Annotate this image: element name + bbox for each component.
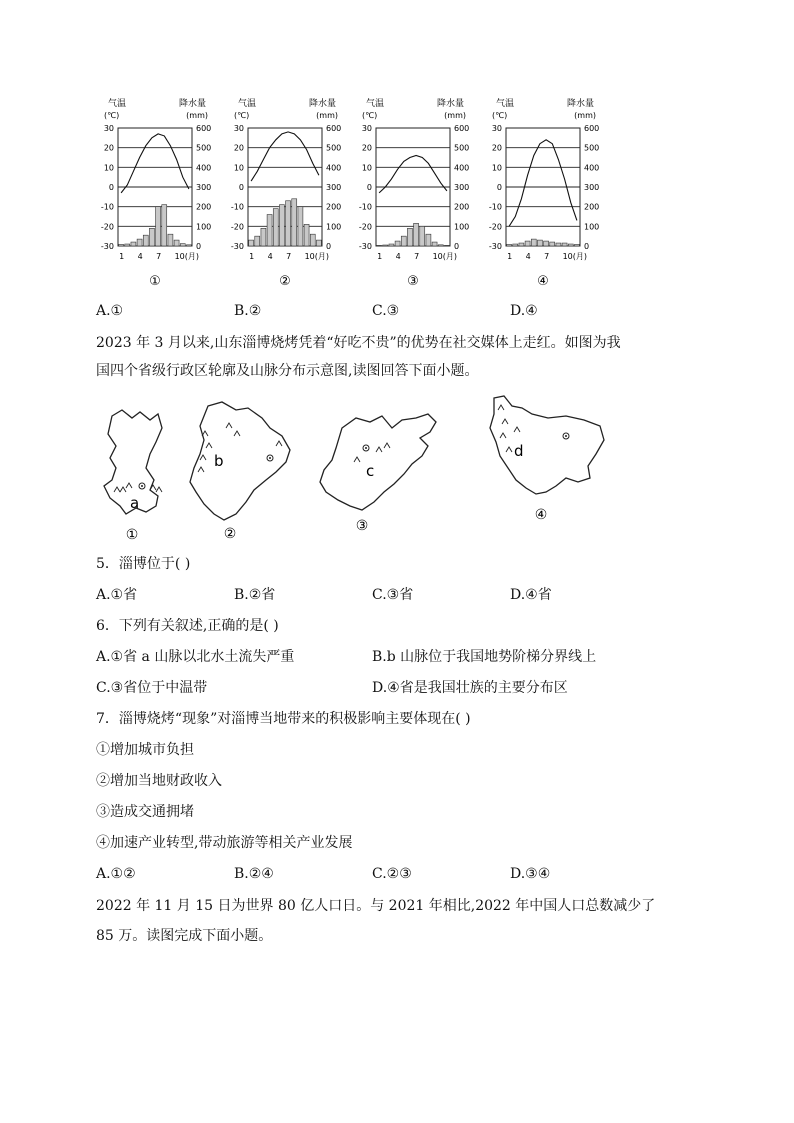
chart-1-temp-tick: -20 — [100, 222, 114, 232]
chart-1-precip-tick: 500 — [196, 143, 212, 153]
intro-paragraph-2-line-1: 2022 年 11 月 15 日为世界 80 亿人口日。与 2021 年相比,2022 年中国人口总数减少了 — [96, 898, 656, 914]
chart-3-temp-tick: 10 — [361, 163, 372, 173]
chart-2-temp-tick: -30 — [230, 242, 244, 251]
map-2-letter: b — [214, 452, 224, 470]
chart-3-precip-bar — [383, 245, 388, 246]
q7-item-3: ③造成交通拥堵 — [96, 804, 194, 820]
chart-4-precip-bar — [513, 244, 518, 246]
chart-4-precip-bar — [568, 244, 573, 246]
chart-2-precip-bar — [261, 228, 266, 246]
chart-1-precip-tick: 0 — [196, 242, 202, 251]
chart-2-precip-bar — [298, 207, 303, 246]
q6-option-d[interactable]: D.④省是我国壮族的主要分布区 — [372, 680, 568, 696]
chart-3-precip-tick: 100 — [454, 222, 470, 232]
q4-option-b[interactable]: B.② — [234, 303, 262, 319]
chart-1-precip-bar — [156, 207, 161, 246]
climate-charts-svg — [0, 0, 794, 300]
province-map-4 — [490, 396, 604, 523]
chart-4-precip-bar — [519, 243, 524, 246]
chart-3-left-unit: (℃) — [362, 111, 378, 120]
chart-3-precip-bar — [389, 244, 394, 246]
chart-1-precip-tick: 300 — [196, 183, 212, 192]
q7-item-2: ②增加当地财政收入 — [96, 773, 222, 789]
chart-2-temp-tick: -10 — [230, 202, 244, 212]
province-maps-svg — [0, 388, 794, 543]
q7-option-c[interactable]: C.②③ — [372, 866, 412, 882]
chart-2-month-tick: 10(月) — [304, 252, 330, 261]
chart-2-precip-bar — [255, 236, 260, 246]
chart-2-precip-bar — [292, 199, 297, 246]
chart-2-left-unit: (℃) — [234, 111, 250, 120]
chart-1-precip-bar — [119, 244, 124, 246]
chart-4-precip-bar — [574, 244, 579, 246]
chart-2-temp-tick: 10 — [233, 163, 244, 173]
chart-1-precip-bar — [125, 244, 130, 246]
intro-paragraph-1-line-2: 国四个省级行政区轮廓及山脉分布示意图,读图回答下面小题。 — [96, 363, 479, 379]
chart-3-month-tick: 1 — [377, 252, 383, 261]
chart-3-month-tick: 4 — [395, 252, 401, 261]
chart-1-precip-bar — [168, 234, 173, 246]
chart-2-precip-tick: 0 — [326, 242, 332, 251]
chart-3-precip-tick: 300 — [454, 183, 470, 192]
chart-2-month-tick: 4 — [267, 252, 273, 261]
q7-option-b[interactable]: B.②④ — [234, 866, 274, 882]
chart-2-month-tick: 1 — [249, 252, 255, 261]
chart-4-month-tick: 7 — [544, 252, 550, 261]
chart-3-temp-tick: -20 — [358, 222, 372, 232]
chart-4-precip-bar — [562, 243, 567, 246]
chart-2-precip-bar — [286, 201, 291, 246]
chart-1-precip-tick: 400 — [196, 163, 212, 173]
map-2-label: ② — [223, 526, 237, 542]
chart-3-precip-tick: 600 — [454, 124, 470, 133]
chart-4-precip-tick: 500 — [584, 143, 600, 153]
chart-4-precip-bar — [544, 241, 549, 246]
map-3-label: ③ — [355, 518, 369, 534]
chart-4-month-tick: 1 — [507, 252, 513, 261]
chart-4-precip-tick: 100 — [584, 222, 600, 232]
chart-1-right-title: 降水量 — [178, 99, 206, 109]
chart-3-precip-bar — [438, 245, 443, 246]
chart-2-temp-tick: 20 — [233, 143, 244, 153]
chart-1-temp-tick: 30 — [103, 124, 114, 133]
chart-4-precip-bar — [556, 243, 561, 246]
q6-option-b[interactable]: B.b 山脉位于我国地势阶梯分界线上 — [372, 649, 597, 665]
chart-1-month-tick: 4 — [137, 252, 143, 261]
chart-3-right-title: 降水量 — [436, 99, 464, 109]
chart-3-precip-bar — [377, 245, 382, 246]
chart-1-temp-tick: 0 — [108, 183, 114, 192]
q6-option-c[interactable]: C.③省位于中温带 — [96, 680, 208, 696]
map-4-label: ④ — [534, 507, 548, 523]
province-maps — [0, 388, 794, 543]
q7-item-4: ④加速产业转型,带动旅游等相关产业发展 — [96, 835, 353, 851]
chart-2-precip-tick: 600 — [326, 124, 342, 133]
chart-2-precip-bar — [316, 240, 321, 246]
chart-1-right-unit: (mm) — [186, 111, 208, 120]
q7-option-d[interactable]: D.③④ — [510, 866, 551, 882]
chart-4-precip-bar — [525, 241, 530, 246]
chart-3-precip-tick: 400 — [454, 163, 470, 173]
chart-3-precip-bar — [420, 226, 425, 246]
chart-2-right-unit: (mm) — [316, 111, 338, 120]
chart-4-temperature-line — [509, 140, 577, 227]
chart-3-precip-tick: 0 — [454, 242, 460, 251]
chart-1-month-tick: 7 — [156, 252, 162, 261]
chart-4-precip-bar — [507, 244, 512, 246]
chart-4-temp-tick: 20 — [491, 143, 502, 153]
chart-2-temp-tick: 30 — [233, 124, 244, 133]
intro-paragraph-2-line-2: 85 万。读图完成下面小题。 — [96, 928, 273, 944]
chart-1-precip-bar — [174, 240, 179, 246]
map-1-letter: a — [130, 494, 140, 512]
chart-3-temp-tick: 0 — [366, 183, 372, 192]
chart-4-right-unit: (mm) — [574, 111, 596, 120]
chart-1-precip-bar — [143, 235, 148, 246]
chart-4-temp-tick: -30 — [488, 242, 502, 251]
chart-1-temp-tick: -10 — [100, 202, 114, 212]
chart-2-precip-tick: 300 — [326, 183, 342, 192]
chart-1-precip-bar — [131, 242, 136, 246]
chart-1-precip-bar — [149, 228, 154, 246]
chart-4-precip-bar — [531, 239, 536, 246]
q6-option-a[interactable]: A.①省 a 山脉以北水土流失严重 — [96, 649, 295, 665]
q5-option-b[interactable]: B.②省 — [234, 587, 276, 603]
chart-4-precip-tick: 0 — [584, 242, 590, 251]
intro-paragraph-1-line-1: 2023 年 3 月以来,山东淄博烧烤凭着“好吃不贵”的优势在社交媒体上走红。如图为我 — [96, 335, 621, 351]
chart-2-precip-bar — [310, 234, 315, 246]
chart-4-precip-bar — [537, 240, 542, 246]
chart-3-precip-bar — [432, 242, 437, 246]
chart-2-month-tick: 7 — [286, 252, 292, 261]
chart-1-precip-bar — [162, 205, 167, 246]
chart-1-month-tick: 1 — [119, 252, 125, 261]
chart-4-temp-tick: 10 — [491, 163, 502, 173]
chart-2-precip-bar — [267, 215, 272, 246]
chart-1-precip-tick: 100 — [196, 222, 212, 232]
q7-item-1: ①增加城市负担 — [96, 742, 194, 758]
q7-stem: 7．淄博烧烤“现象”对淄博当地带来的积极影响主要体现在( ) — [96, 711, 471, 727]
chart-3-temp-tick: -30 — [358, 242, 372, 251]
q5-option-d[interactable]: D.④省 — [510, 587, 552, 603]
q5-option-a[interactable]: A.①省 — [96, 587, 138, 603]
chart-3-left-title: 气温 — [366, 99, 385, 109]
chart-2-precip-bar — [279, 205, 284, 246]
chart-4-precip-tick: 200 — [584, 202, 600, 212]
chart-2-right-title: 降水量 — [308, 99, 336, 109]
chart-1-label: ① — [149, 274, 161, 289]
q4-option-a[interactable]: A.① — [96, 303, 124, 319]
chart-2-temp-tick: -20 — [230, 222, 244, 232]
chart-2-label: ② — [279, 274, 291, 289]
chart-2-temperature-line — [251, 132, 319, 181]
chart-2-precip-tick: 200 — [326, 202, 342, 212]
chart-3-temp-tick: 30 — [361, 124, 372, 133]
chart-4-month-tick: 4 — [525, 252, 531, 261]
chart-3-precip-bar — [414, 223, 419, 246]
q4-option-c[interactable]: C.③ — [372, 303, 400, 319]
chart-4-temp-tick: 0 — [496, 183, 502, 192]
chart-1-month-tick: 10(月) — [174, 252, 200, 261]
chart-4-temp-tick: -10 — [488, 202, 502, 212]
map-3-letter: c — [366, 462, 375, 480]
chart-2-left-title: 气温 — [238, 99, 257, 109]
map-4-letter: d — [514, 442, 524, 460]
map-1-label: ① — [125, 527, 139, 543]
chart-3-right-unit: (mm) — [444, 111, 466, 120]
chart-4-precip-tick: 600 — [584, 124, 600, 133]
province-map-2 — [190, 402, 290, 542]
climate-charts — [0, 0, 794, 300]
chart-1-precip-bar — [180, 244, 185, 246]
chart-4-precip-tick: 400 — [584, 163, 600, 173]
q6-stem: 6．下列有关叙述,正确的是( ) — [96, 618, 279, 634]
chart-4-right-title: 降水量 — [566, 99, 594, 109]
chart-4-left-unit: (℃) — [492, 111, 508, 120]
chart-1-precip-tick: 200 — [196, 202, 212, 212]
chart-4-temp-tick: 30 — [491, 124, 502, 133]
chart-1-temperature-line — [121, 134, 189, 193]
chart-2-precip-bar — [304, 224, 309, 246]
chart-2-temp-tick: 0 — [238, 183, 244, 192]
chart-3-label: ③ — [407, 274, 419, 289]
chart-3-precip-tick: 200 — [454, 202, 470, 212]
chart-3-precip-tick: 500 — [454, 143, 470, 153]
chart-1-precip-bar — [186, 245, 191, 246]
chart-3-precip-bar — [401, 236, 406, 246]
chart-2-precip-tick: 400 — [326, 163, 342, 173]
chart-3-precip-bar — [395, 241, 400, 246]
chart-3-precip-bar — [426, 234, 431, 246]
chart-3-temp-tick: 20 — [361, 143, 372, 153]
q4-option-d[interactable]: D.④ — [510, 303, 538, 319]
chart-1-precip-bar — [137, 239, 142, 246]
chart-4-month-tick: 10(月) — [562, 252, 588, 261]
q5-stem: 5．淄博位于( ) — [96, 556, 191, 572]
chart-1-temp-tick: 20 — [103, 143, 114, 153]
chart-3-precip-bar — [407, 228, 412, 246]
chart-3-month-tick: 10(月) — [432, 252, 458, 261]
chart-3-temp-tick: -10 — [358, 202, 372, 212]
chart-4-left-title: 气温 — [496, 99, 515, 109]
chart-2-precip-bar — [249, 240, 254, 246]
chart-3-month-tick: 7 — [414, 252, 420, 261]
q7-option-a[interactable]: A.①② — [96, 866, 136, 882]
chart-2-precip-tick: 100 — [326, 222, 342, 232]
chart-4-precip-bar — [550, 242, 555, 246]
chart-1-temp-tick: -30 — [100, 242, 114, 251]
chart-2-precip-bar — [273, 209, 278, 246]
province-map-1 — [104, 410, 162, 543]
chart-3-precip-bar — [444, 245, 449, 246]
chart-1-left-unit: (℃) — [104, 111, 120, 120]
chart-4-temp-tick: -20 — [488, 222, 502, 232]
chart-4-precip-tick: 300 — [584, 183, 600, 192]
chart-1-temp-tick: 10 — [103, 163, 114, 173]
chart-4-label: ④ — [537, 274, 549, 289]
province-map-3 — [320, 414, 436, 534]
chart-1-left-title: 气温 — [108, 99, 127, 109]
chart-1-precip-tick: 600 — [196, 124, 212, 133]
chart-2-precip-tick: 500 — [326, 143, 342, 153]
q5-option-c[interactable]: C.③省 — [372, 587, 414, 603]
